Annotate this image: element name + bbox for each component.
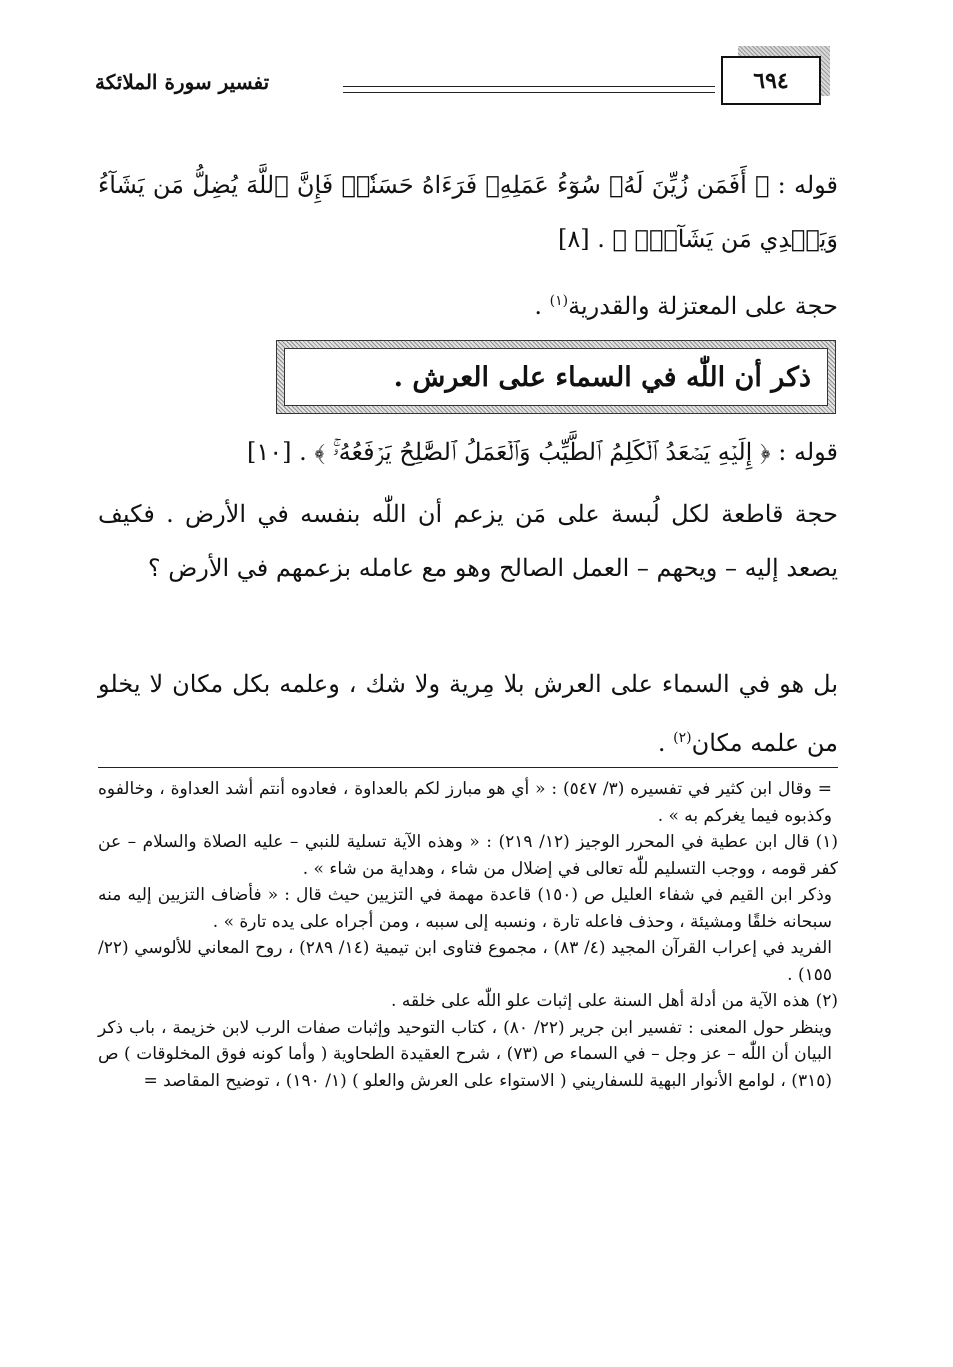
footnote-1-paragraph-3: الفريد في إعراب القرآن المجيد (٤/ ٨٣) ، مجموع فتاوى ابن تيمية (١٤/ ٢٨٩) ، روح المعاني للألوسي (٢٢/ ١٥٥) . — [98, 938, 832, 985]
sentence-end: . — [534, 292, 550, 320]
section-heading-frame — [276, 340, 836, 414]
footnote-continuation: = وقال ابن كثير في تفسيره (٣/ ٥٤٧) : « أي هو مبارز لكم بالعداوة ، فعادوه أنتم أشد العداوة ، وخالفوه وكذبوه فيما يغركم به » . — [98, 779, 832, 826]
footnote-1 — [98, 829, 838, 882]
footnotes — [98, 776, 838, 1094]
commentary-text: حجة على المعتزلة والقدرية — [568, 292, 838, 320]
commentary-paragraph-3 — [98, 657, 838, 770]
continuation-mark: = — [143, 1070, 158, 1091]
footnote-1-text: قال ابن عطية في المحرر الوجيز (١٢/ ٢١٩) : « وهذه الآية تسلية للنبي – عليه الصلاة والسلام – عن كفر قومه ، ووجب التسليم للّٰه تعالى في إضلال من شاء ، وهداية من شاء » . — [98, 832, 838, 879]
footnote-2-paragraph-2 — [98, 1015, 838, 1095]
verse-8-paragraph — [98, 158, 838, 266]
running-header-title: تفسير سورة الملائكة — [95, 70, 270, 94]
sentence-end: . — [657, 729, 674, 757]
footnote-1-number: (١) — [815, 832, 838, 852]
footnote-1-paragraph-2: وذكر ابن القيم في شفاء العليل ص (١٥٠) قاعدة مهمة في التزيين حيث قال : « فأضاف التزيين إليه منه سبحانه خلقًا ومشيئة ، وحذف فاعله تارة ، ونسبه إلى سببه ، ومن أجراه على يده تارة » . — [98, 885, 833, 932]
commentary-paragraph-2: حجة قاطعة لكل لُبسة على مَن يزعم أن اللّٰه بنفسه في الأرض . فكيف يصعد إليه – ويحهم – العمل الصالح وهو مع عامله بزعمهم في الأرض ؟ — [98, 500, 838, 582]
footnote-2-references: وينظر حول المعنى : تفسير ابن جرير (٢٢/ ٨٠) ، كتاب التوحيد وإثبات صفات الرب لابن خزيمة ، باب ذكر البيان أن اللّٰه – عز وجل – في السماء ص (٧٣) ، شرح العقيدة الطحاوية ( وأما كونه فوق المخلوقات ) ص (٣١٥) ، لوامع الأنوار البهية للسفاريني ( الاستواء على العرش والعلو ) (١/ ١٩٠) ، توضيح المقاصد — [98, 1017, 833, 1091]
commentary-text: بل هو في السماء على العرش بلا مِرية ولا شك ، وعلمه بكل مكان لا يخلو من علمه مكان — [98, 670, 838, 757]
verse-reference: . [١٠] — [246, 438, 307, 466]
header-rule — [343, 86, 715, 93]
footnote-2 — [98, 988, 838, 1015]
page-number-box — [721, 56, 821, 105]
section-heading-text: ذكر أن اللّٰه في السماء على العرش . — [393, 361, 811, 393]
verse-reference: . [٨] — [557, 225, 605, 253]
quran-verse-8: ﴿ أَفَمَن زُيِّنَ لَهُۥ سُوٓءُ عَمَلِهِۦ فَرَءَاهُ حَسَنٗاۖ فَإِنَّ ٱللَّهَ يُضِلُّ مَن يَشَآءُ وَيَهۡدِي مَن يَشَآءُۖ ﴾ — [98, 171, 838, 253]
footnote-separator — [98, 767, 838, 768]
footnote-marker-2: (٢) — [673, 730, 692, 746]
section-heading — [284, 348, 828, 406]
footnote-2-number: (٢) — [815, 991, 838, 1011]
verse-lead: قوله : — [778, 438, 838, 466]
page-number: ٦٩٤ — [753, 67, 789, 94]
footnote-marker-1: (١) — [549, 293, 569, 309]
quran-verse-10: ﴿ إِلَيۡهِ يَصۡعَدُ ٱلۡكَلِمُ ٱلطَّيِّبُ وَٱلۡعَمَلُ ٱلصَّٰلِحُ يَرۡفَعُهُۥۚ ﴾ — [314, 438, 771, 466]
verse-10-paragraph — [98, 425, 838, 480]
footnote-2-text: هذه الآية من أدلة أهل السنة على إثبات علو اللّٰه على خلقه . — [391, 991, 810, 1011]
verse-lead: قوله : — [777, 171, 838, 199]
commentary-paragraph-1 — [98, 274, 838, 334]
